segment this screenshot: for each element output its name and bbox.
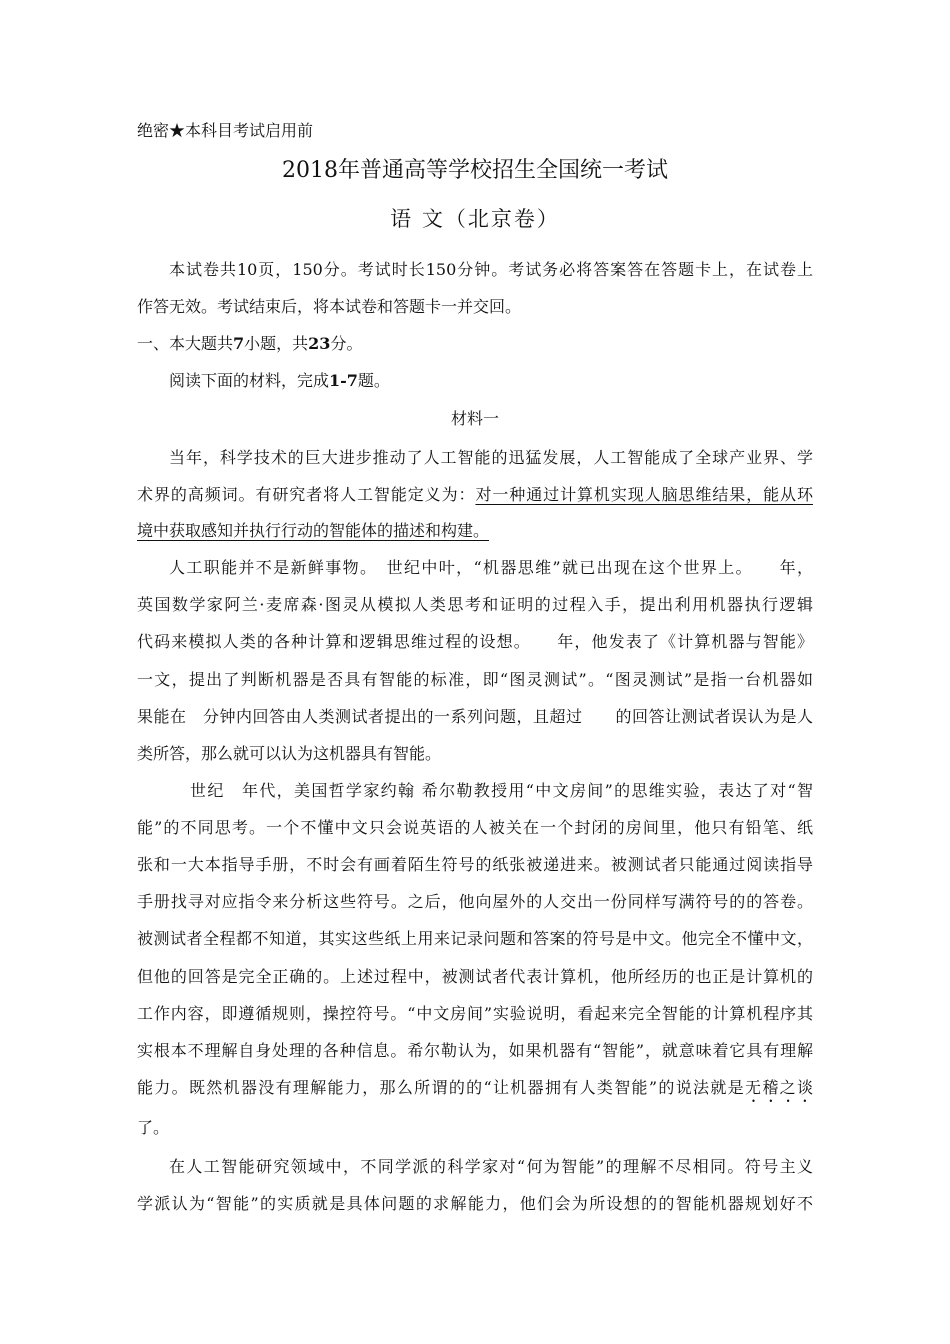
p3-line-9: 能力。既然机器没有理解能力，那么所谓的的“让机器拥有人类智能”的说法就是无稽之谈 [137, 1078, 813, 1097]
p2-line-4: 一文，提出了判断机器是否具有智能的标准，即“图灵测试”。“图灵测试”是指一台机器如 [137, 670, 813, 689]
exam-subtitle: 语 文（北京卷） [390, 207, 560, 231]
definition-underlined: 对一种通过计算机实现人脑思维结果，能从环 [475, 485, 813, 504]
p3-line-3: 张和一大本指导手册，不时会有画着陌生符号的纸张被递进来。被测试者只能通过阅读指导 [137, 855, 813, 874]
exam-title: 2018年普通高等学校招生全国统一考试 [282, 158, 668, 183]
question-count: 7 [233, 334, 245, 353]
instructions-line-2: 作答无效。考试结束后，将本试卷和答题卡一并交回。 [137, 297, 522, 316]
section-heading: 一、本大题共7小题，共23分。 [137, 334, 363, 353]
p1-line-1: 当年，科学技术的巨大进步推动了人工智能的迅猛发展，人工智能成了全球产业界、学 [169, 448, 813, 467]
p3-line-7: 工作内容，即遵循规则，操控符号。“中文房间”实验说明，看起来完全智能的计算机程序其 [137, 1004, 813, 1023]
p3-line-2: 能”的不同思考。一个不懂中文只会说英语的人被关在一个封闭的房间里，他只有铅笔、纸 [137, 818, 813, 837]
section-score: 23 [308, 334, 331, 353]
p1-line-3 [137, 521, 813, 541]
p2-line-5: 果能在 分钟内回答由人类测试者提出的一系列问题，且超过 的回答让测试者误认为是人 [137, 707, 813, 726]
p3-line-4: 手册找寻对应指令来分析这些符号。之后，他向屋外的人交出一份同样写满符号的的答卷。 [137, 892, 813, 911]
p4-line-2: 学派认为“智能”的实质就是具体问题的求解能力，他们会为所设想的的智能机器规划好不 [137, 1194, 813, 1213]
reading-directive: 阅读下面的材料，完成1-7题。 [169, 371, 390, 390]
p3-line-6: 但他的回答是完全正确的。上述过程中，被测试者代表计算机，他所经历的也正是计算机的 [137, 967, 813, 986]
p2-line-1: 人工职能并不是新鲜事物。 世纪中叶，“机器思维”就已出现在这个世界上。 年， [169, 558, 813, 577]
p3-line-10: 了。 [137, 1118, 170, 1137]
p4-line-1: 在人工智能研究领域中，不同学派的科学家对“何为智能”的理解不尽相同。符号主义 [169, 1157, 813, 1176]
question-range: 1-7 [329, 371, 358, 390]
p2-line-6: 类所答，那么就可以认为这机器具有智能。 [137, 744, 442, 763]
p1-line-2: 术界的高频词。有研究者将人工智能定义为：对一种通过计算机实现人脑思维结果，能从环 [137, 485, 813, 504]
definition-underlined-end: 境中获取感知并执行行动的智能体的描述和构建。 [137, 521, 490, 540]
p3-line-8: 实根本不理解自身处理的各种信息。希尔勒认为，如果机器有“智能”，就意味着它具有理解 [137, 1041, 813, 1060]
emphasized-phrase: 无稽之谈 [745, 1078, 813, 1097]
p3-line-5: 被测试者全程都不知道，其实这些纸上用来记录问题和答案的符号是中文。他完全不懂中文， [137, 929, 813, 948]
material-title: 材料一 [450, 409, 499, 428]
p2-line-3: 代码来模拟人类的各种计算和逻辑思维过程的设想。 年，他发表了《计算机器与智能》 [137, 632, 813, 651]
instructions-line-1: 本试卷共10页，150分。考试时长150分钟。考试务必将答案答在答题卡上，在试卷上 [169, 260, 813, 279]
p2-line-2: 英国数学家阿兰·麦席森·图灵从模拟人类思考和证明的过程入手，提出利用机器执行逻辑 [137, 595, 813, 614]
p3-line-1: 世纪 年代，美国哲学家约翰 希尔勒教授用“中文房间”的思维实验，表达了对“智 [190, 781, 813, 800]
secret-mark: 绝密★本科目考试启用前 [137, 121, 314, 140]
